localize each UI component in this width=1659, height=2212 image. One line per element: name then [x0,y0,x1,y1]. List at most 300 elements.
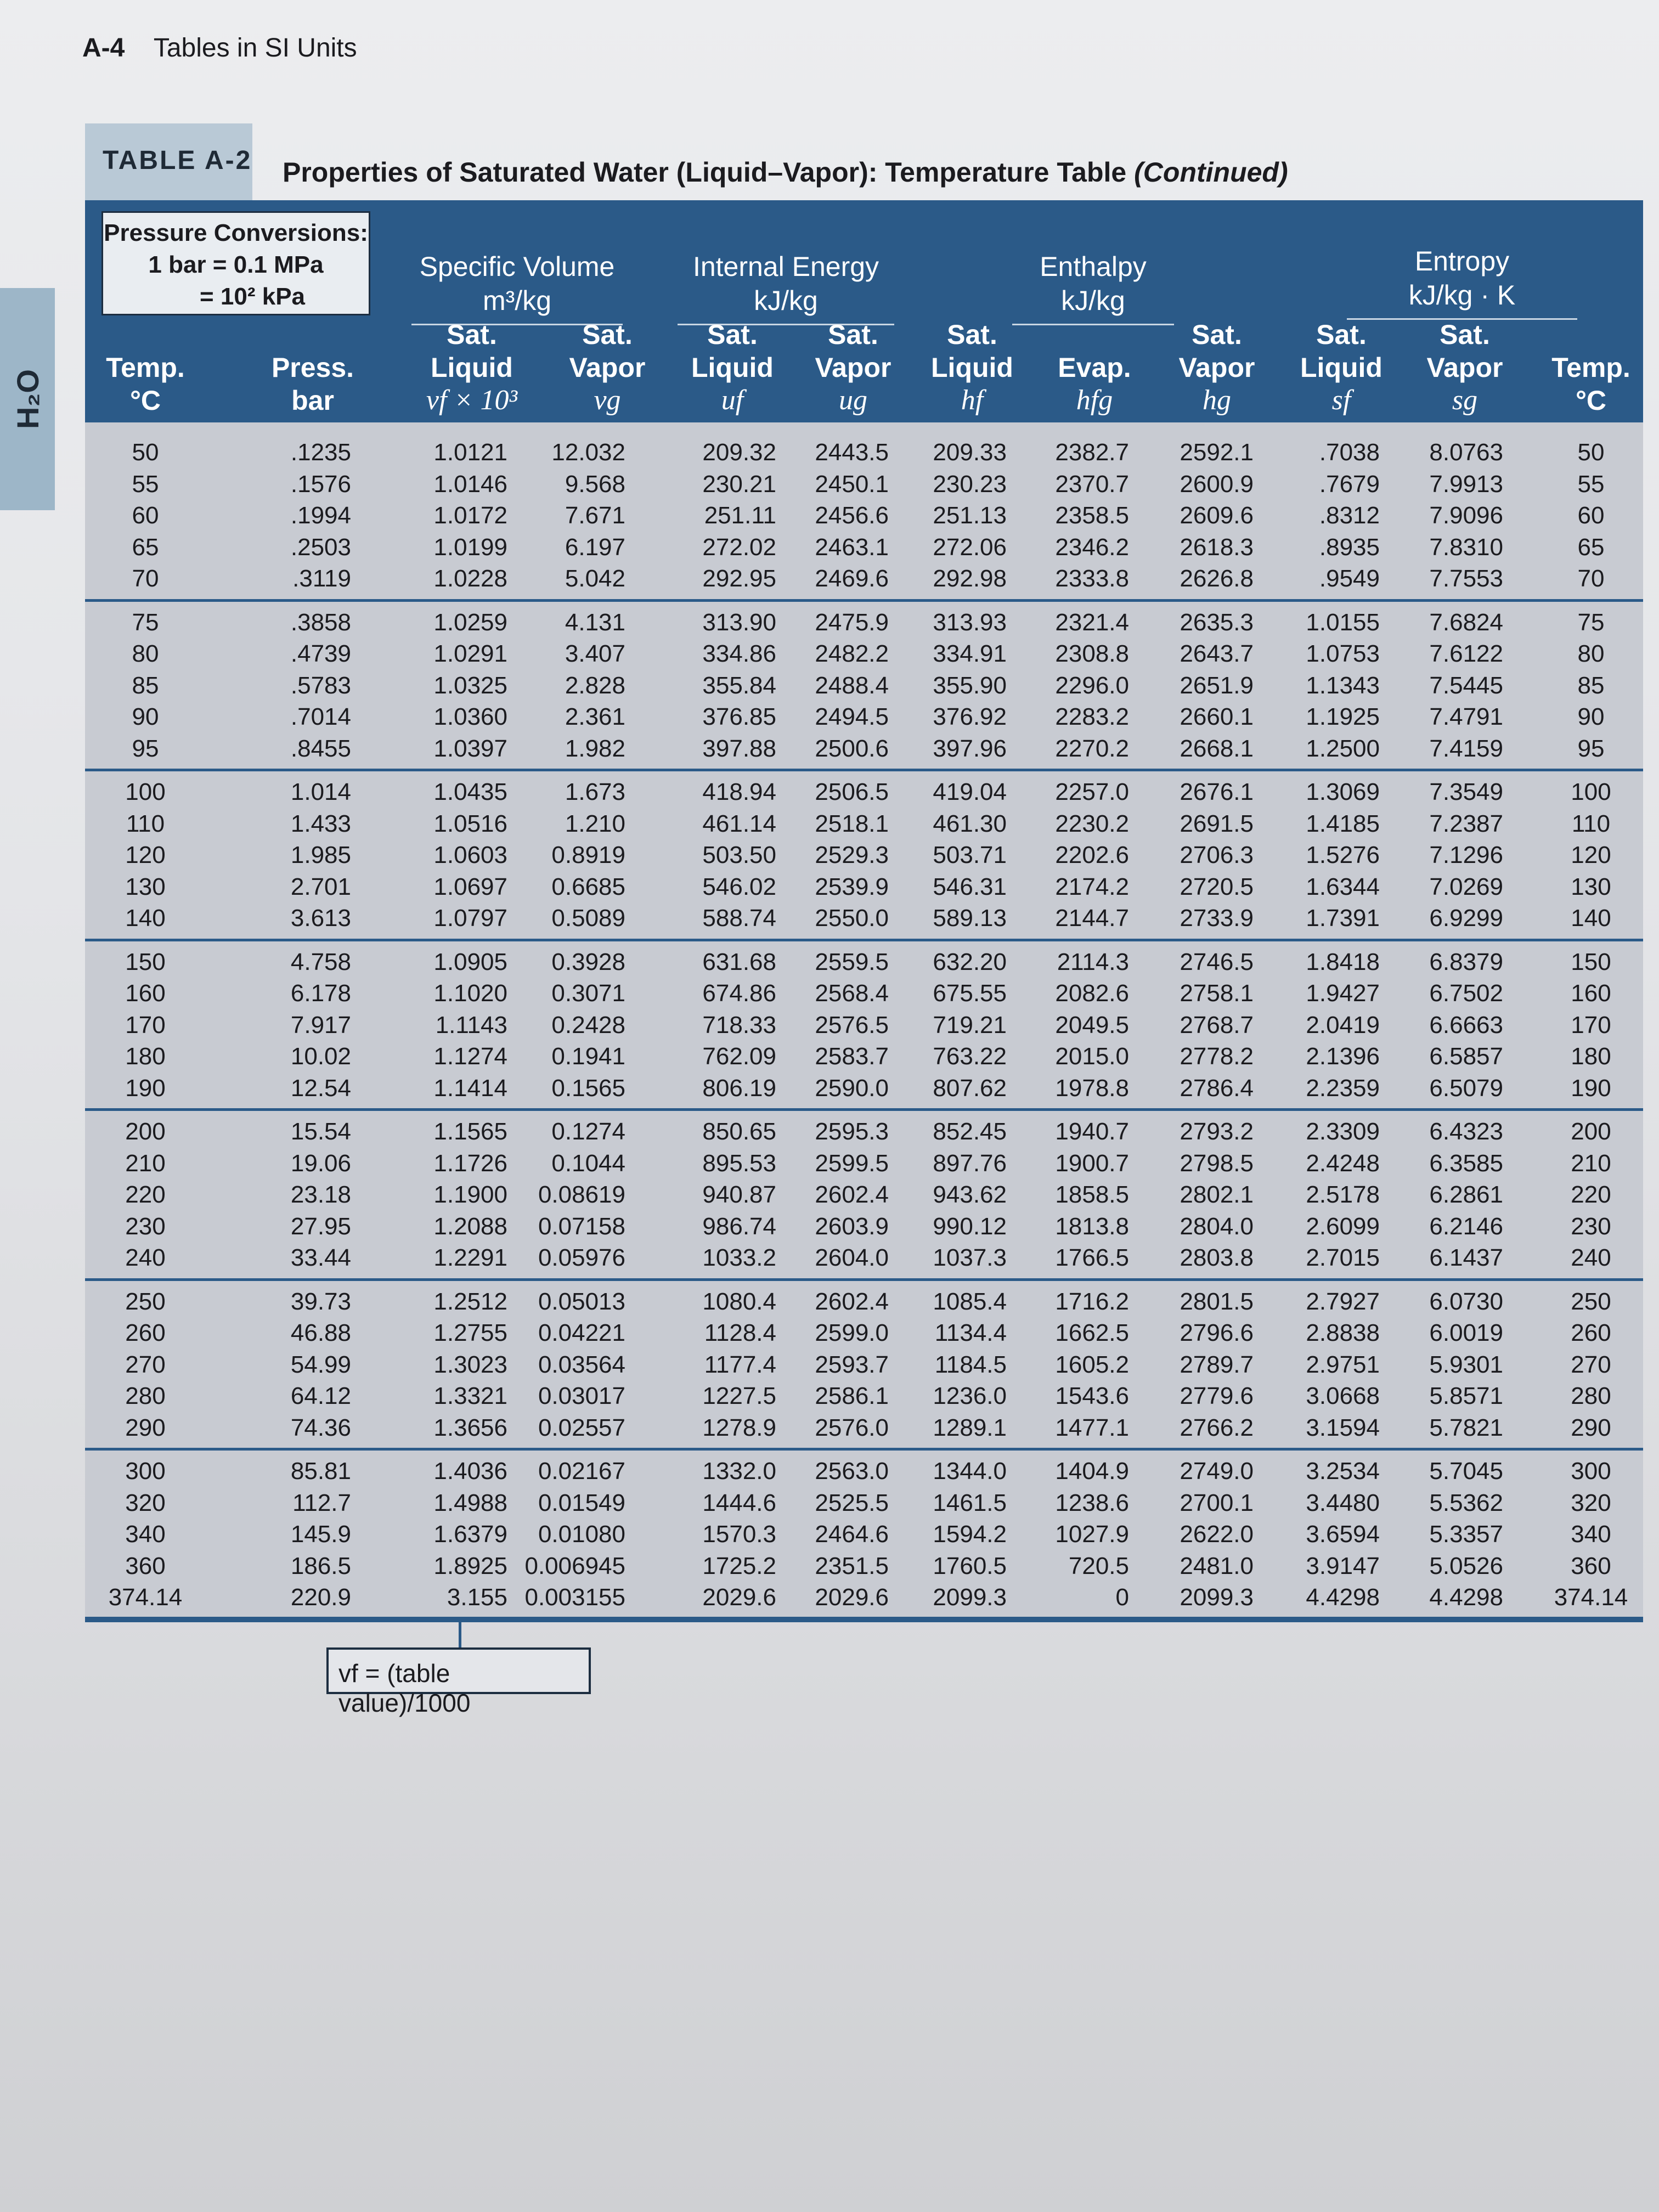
table-cell: 2779.6 [1180,1383,1254,1409]
table-cell: 2464.6 [815,1521,889,1548]
table-cell: 74.36 [290,1414,351,1441]
table-cell: 2494.5 [815,703,889,730]
group-unit: m³/kg [483,285,551,316]
table-row [0,1075,1659,1105]
table-cell: 1940.7 [1055,1118,1129,1145]
table-cell: 2668.1 [1180,735,1254,762]
table-cell: 895.53 [702,1149,776,1177]
table-label-box [85,123,252,203]
table-cell: 1662.5 [1055,1319,1129,1346]
table-cell: 2099.3 [933,1584,1007,1611]
column-header-10 [1410,318,1520,417]
table-cell: 3.4480 [1306,1489,1380,1516]
table-cell: 1.9427 [1306,980,1380,1007]
table-cell: 3.6594 [1306,1521,1380,1548]
table-cell: 6.0730 [1429,1288,1503,1315]
table-cell: 251.11 [704,502,776,529]
table-cell: 503.71 [933,842,1007,868]
table-cell: 897.76 [933,1149,1007,1177]
col-2-l1: Sat. [447,319,497,350]
table-cell: 0.03564 [538,1351,625,1378]
table-cell: 1.0435 [433,778,507,805]
table-cell: 2296.0 [1055,672,1129,699]
col-1-l3: bar [291,385,334,416]
group-unit: kJ/kg [754,285,818,316]
table-cell: 39.73 [290,1288,351,1315]
table-cell: 7.9913 [1429,470,1503,498]
table-cell: 240 [1571,1244,1611,1271]
table-cell: 2475.9 [815,608,889,636]
col-2-l2: Liquid [431,352,513,383]
table-cell: 2590.0 [815,1074,889,1102]
table-cell: 2602.4 [815,1181,889,1208]
table-cell: 2482.2 [815,640,889,667]
table-cell: 280 [125,1383,166,1409]
col-9-l2: Liquid [1300,352,1383,383]
table-cell: 55 [1577,470,1605,498]
table-cell: 140 [1571,905,1611,932]
table-cell: 2660.1 [1180,703,1254,730]
table-cell: 2.3309 [1306,1118,1380,1145]
table-cell: 2463.1 [815,533,889,561]
table-cell: 180 [1571,1043,1611,1070]
table-cell: 1.210 [565,810,625,837]
table-cell: 1.3321 [433,1383,507,1409]
table-cell: 250 [125,1288,166,1315]
table-cell: 210 [125,1149,166,1177]
table-cell: 3.9147 [1306,1552,1380,1579]
table-cell: 1080.4 [702,1288,776,1315]
table-cell: 2382.7 [1055,439,1129,466]
table-cell: 70 [132,565,159,592]
table-cell: 719.21 [933,1011,1007,1039]
table-cell: 230 [1571,1212,1611,1240]
table-cell: 2015.0 [1055,1043,1129,1070]
table-cell: 1.985 [290,842,351,868]
table-row [0,502,1659,533]
table-cell: 8.0763 [1429,439,1503,466]
table-cell: 145.9 [290,1521,351,1548]
table-cell: 5.7821 [1429,1414,1503,1441]
table-cell: 1.0697 [433,873,507,900]
group-unit: kJ/kg [1061,285,1125,316]
table-cell: 1.5276 [1306,842,1380,868]
table-cell: 674.86 [702,980,776,1007]
table-cell: 990.12 [933,1212,1007,1240]
table-cell: 90 [1577,703,1605,730]
table-cell: 2576.5 [815,1011,889,1039]
table-cell: 2804.0 [1180,1212,1254,1240]
table-cell: 0.07158 [538,1212,625,1240]
table-cell: 1332.0 [702,1458,776,1485]
table-cell: 2651.9 [1180,672,1254,699]
table-cell: 64.12 [290,1383,351,1409]
table-cell: 0.1274 [551,1118,625,1145]
table-cell: 55 [132,470,159,498]
table-cell: 2.5178 [1306,1181,1380,1208]
group-header-entropy [1347,244,1577,312]
table-label: TABLE A-2 [103,146,252,175]
table-cell: 1.1020 [433,980,507,1007]
table-cell: 1605.2 [1055,1351,1129,1378]
table-row [0,1244,1659,1275]
table-cell: 3.155 [447,1584,507,1611]
column-header-11 [1536,351,1646,417]
table-cell: 2333.8 [1055,565,1129,592]
table-cell: 5.7045 [1429,1458,1503,1485]
table-cell: 90 [132,703,159,730]
column-header-1 [263,351,362,417]
table-cell: 50 [1577,439,1605,466]
table-cell: .7014 [290,703,351,730]
table-cell: 2758.1 [1180,980,1254,1007]
table-row [0,640,1659,671]
table-cell: 1.0516 [433,810,507,837]
table-cell: 12.54 [290,1074,351,1102]
table-cell: 313.93 [933,608,1007,636]
table-cell: 360 [125,1552,166,1579]
table-cell: 120 [125,842,166,868]
table-cell: 2525.5 [815,1489,889,1516]
table-cell: 65 [1577,533,1605,561]
table-cell: 2559.5 [815,948,889,975]
table-cell: 85 [1577,672,1605,699]
table-cell: 2481.0 [1180,1552,1254,1579]
table-cell: 209.33 [933,439,1007,466]
table-cell: 112.7 [292,1489,351,1516]
table-cell: 0.03017 [538,1383,625,1409]
table-row [0,905,1659,935]
table-cell: 270 [1571,1351,1611,1378]
table-cell: 2.0419 [1306,1011,1380,1039]
table-cell: 5.9301 [1429,1351,1503,1378]
table-cell: 2603.9 [815,1212,889,1240]
table-cell: 1978.8 [1055,1074,1129,1102]
table-cell: 2283.2 [1055,703,1129,730]
table-cell: 2793.2 [1180,1118,1254,1145]
table-cell: 2796.6 [1180,1319,1254,1346]
table-cell: 1716.2 [1055,1288,1129,1315]
table-row [0,778,1659,809]
table-cell: 0.1044 [551,1149,625,1177]
table-row [0,1319,1659,1350]
table-cell: 807.62 [933,1074,1007,1102]
table-cell: 270 [125,1351,166,1378]
table-cell: 1594.2 [933,1521,1007,1548]
table-cell: .5783 [290,672,351,699]
table-row [0,1383,1659,1413]
table-cell: 7.7553 [1429,565,1503,592]
table-cell: 2114.3 [1057,948,1129,975]
table-row [0,609,1659,640]
row-group-separator [85,1108,1643,1111]
table-cell: 7.917 [290,1011,351,1039]
table-cell: 1085.4 [933,1288,1007,1315]
group-header-internal-energy [678,250,894,318]
table-cell: 2.701 [290,873,351,900]
table-cell: 75 [132,608,159,636]
table-cell: 2801.5 [1180,1288,1254,1315]
table-cell: 2568.4 [815,980,889,1007]
table-cell: 1.1143 [435,1011,507,1039]
table-cell: 1.1414 [433,1074,507,1102]
row-group-separator [85,1448,1643,1451]
table-cell: 250 [1571,1288,1611,1315]
table-cell: 355.84 [702,672,776,699]
table-cell: 2635.3 [1180,608,1254,636]
table-row [0,565,1659,596]
table-cell: 2500.6 [815,735,889,762]
table-cell: 1289.1 [933,1414,1007,1441]
table-cell: 272.06 [933,533,1007,561]
table-cell: 150 [1571,948,1611,975]
table-cell: 7.6122 [1429,640,1503,667]
table-cell: 130 [1571,873,1611,900]
table-cell: 260 [1571,1319,1611,1346]
table-cell: 95 [1577,735,1605,762]
table-cell: 461.30 [933,810,1007,837]
table-cell: 6.9299 [1429,905,1503,932]
table-cell: 313.90 [702,608,776,636]
table-header [85,200,1643,422]
table-cell: 290 [1571,1414,1611,1441]
col-0-l2: Temp. [106,352,185,383]
table-cell: 1227.5 [702,1383,776,1409]
table-cell: 1177.4 [704,1351,776,1378]
col-11-l2: Temp. [1551,352,1630,383]
table-cell: 2308.8 [1055,640,1129,667]
table-cell: 418.94 [702,778,776,805]
table-cell: 397.96 [933,735,1007,762]
table-cell: 2789.7 [1180,1351,1254,1378]
table-cell: 2.361 [565,703,625,730]
table-cell: 60 [132,502,159,529]
table-cell: 0.1565 [551,1074,625,1102]
table-cell: 763.22 [933,1043,1007,1070]
table-row [0,534,1659,565]
table-cell: 210 [1571,1149,1611,1177]
table-cell: 589.13 [933,905,1007,932]
table-cell: 2539.9 [815,873,889,900]
table-cell: 100 [1571,778,1611,805]
table-cell: 2099.3 [1180,1584,1254,1611]
table-cell: 80 [1577,640,1605,667]
table-cell: 1461.5 [933,1489,1007,1516]
table-cell: 23.18 [290,1181,351,1208]
table-cell: 0.05976 [538,1244,625,1271]
group-header-enthalpy [1012,250,1174,318]
table-cell: 80 [132,640,159,667]
table-cell: 130 [125,873,166,900]
table-cell: 718.33 [702,1011,776,1039]
table-cell: 6.5857 [1429,1043,1503,1070]
table-cell: 0.02557 [538,1414,625,1441]
col-4-l1: Sat. [707,319,758,350]
table-cell: 220 [1571,1181,1611,1208]
table-cell: 419.04 [933,778,1007,805]
table-cell: 2029.6 [702,1584,776,1611]
pressure-conversions-line1: 1 bar = 0.1 MPa [148,251,324,278]
table-cell: 940.87 [702,1181,776,1208]
table-cell: 0.6685 [551,873,625,900]
table-cell: .2503 [290,533,351,561]
table-row [0,949,1659,979]
table-row [0,1181,1659,1212]
page-number: A-4 [82,33,125,63]
table-cell: 1.0199 [433,533,507,561]
table-cell: 1.4036 [433,1458,507,1485]
table-cell: 1.6379 [433,1521,507,1548]
table-cell: 2576.0 [815,1414,889,1441]
table-cell: 12.032 [551,439,625,466]
table-cell: 2456.6 [815,502,889,529]
table-cell: 190 [125,1074,166,1102]
table-row [0,1489,1659,1520]
table-row [0,1553,1659,1583]
table-cell: 1344.0 [933,1458,1007,1485]
side-tab-label: H₂O [10,369,45,429]
table-cell: 0.01080 [538,1521,625,1548]
table-cell: 6.3585 [1429,1149,1503,1177]
col-3-l1: Sat. [582,319,633,350]
table-cell: 292.98 [933,565,1007,592]
table-cell: 0.02167 [538,1458,625,1485]
table-cell: 0 [1115,1584,1129,1611]
table-cell: 1760.5 [933,1552,1007,1579]
column-header-0 [91,351,200,417]
table-cell: 2.7015 [1306,1244,1380,1271]
table-cell: 2563.0 [815,1458,889,1485]
col-6-l1: Sat. [947,319,997,350]
col-7-l2: Evap. [1058,352,1131,383]
table-cell: 1.014 [290,778,351,805]
table-cell: 7.8310 [1429,533,1503,561]
table-row [0,672,1659,703]
table-cell: 4.131 [565,608,625,636]
table-cell: 2746.5 [1180,948,1254,975]
table-cell: 1.1925 [1306,703,1380,730]
table-cell: 180 [125,1043,166,1070]
table-cell: 1.0121 [433,439,507,466]
col-6-l2: Liquid [931,352,1013,383]
table-cell: 1858.5 [1055,1181,1129,1208]
table-cell: 2270.2 [1055,735,1129,762]
table-cell: 0.1941 [551,1043,625,1070]
table-cell: 320 [1571,1489,1611,1516]
col-3-l2: Vapor [569,352,646,383]
table-cell: 75 [1577,608,1605,636]
table-cell: 1813.8 [1055,1212,1129,1240]
table-cell: 6.1437 [1429,1244,1503,1271]
table-cell: 54.99 [290,1351,351,1378]
col-0-l3: °C [129,385,161,416]
table-cell: 6.197 [565,533,625,561]
table-cell: 2643.7 [1180,640,1254,667]
table-cell: 2768.7 [1180,1011,1254,1039]
footnote-box [326,1647,591,1717]
table-cell: 260 [125,1319,166,1346]
table-row [0,1118,1659,1149]
table-cell: 6.7502 [1429,980,1503,1007]
table-row [0,1043,1659,1074]
group-rule [1012,324,1174,325]
table-cell: 1.2755 [433,1319,507,1346]
table-cell: 2550.0 [815,905,889,932]
table-cell: 986.74 [702,1212,776,1240]
table-cell: 374.14 [1554,1584,1628,1611]
table-cell: 2586.1 [815,1383,889,1409]
table-row [0,842,1659,872]
table-cell: 7.0269 [1429,873,1503,900]
table-cell: 160 [1571,980,1611,1007]
col-9-sym: sf [1331,385,1351,416]
table-row [0,980,1659,1011]
table-cell: 1.4988 [433,1489,507,1516]
table-cell: 27.95 [290,1212,351,1240]
column-header-7 [1040,351,1149,417]
table-cell: 2.8838 [1306,1319,1380,1346]
table-cell: 2595.3 [815,1118,889,1145]
table-cell: 1570.3 [702,1521,776,1548]
table-cell: 675.55 [933,980,1007,1007]
table-cell: 1278.9 [702,1414,776,1441]
table-cell: 461.14 [702,810,776,837]
table-cell: 2803.8 [1180,1244,1254,1271]
table-cell: 2.9751 [1306,1351,1380,1378]
col-8-l2: Vapor [1178,352,1255,383]
col-6-sym: hf [961,385,984,416]
table-cell: 2766.2 [1180,1414,1254,1441]
table-cell: 4.4298 [1429,1584,1503,1611]
table-cell: 1.0155 [1306,608,1380,636]
table-cell: 1.0797 [433,905,507,932]
table-cell: 2144.7 [1055,905,1129,932]
table-cell: 2469.6 [815,565,889,592]
table-cell: 4.4298 [1306,1584,1380,1611]
table-cell: 95 [132,735,159,762]
table-cell: 1134.4 [934,1319,1007,1346]
table-cell: 2609.6 [1180,502,1254,529]
table-cell: 4.758 [290,948,351,975]
table-cell: 2691.5 [1180,810,1254,837]
col-10-sym: sg [1452,385,1478,416]
table-cell: 2592.1 [1180,439,1254,466]
table-cell: 503.50 [702,842,776,868]
table-cell: 0.04221 [538,1319,625,1346]
table-cell: 546.31 [933,873,1007,900]
table-row [0,873,1659,904]
table-cell: 220.9 [290,1584,351,1611]
row-group-separator [85,599,1643,602]
table-cell: 1.2088 [433,1212,507,1240]
table-cell: 5.3357 [1429,1521,1503,1548]
table-cell: 0.5089 [551,905,625,932]
table-cell: 230.21 [702,470,776,498]
table-cell: 2599.0 [815,1319,889,1346]
row-group-separator [85,1278,1643,1281]
table-cell: 7.2387 [1429,810,1503,837]
col-8-l1: Sat. [1192,319,1242,350]
table-row [0,471,1659,501]
table-cell: 200 [125,1118,166,1145]
table-cell: 1.8418 [1306,948,1380,975]
table-cell: 2.828 [565,672,625,699]
col-4-l2: Liquid [691,352,774,383]
table-cell: 6.178 [290,980,351,1007]
table-cell: 3.2534 [1306,1458,1380,1485]
table-cell: 9.568 [565,470,625,498]
table-cell: 220 [125,1181,166,1208]
